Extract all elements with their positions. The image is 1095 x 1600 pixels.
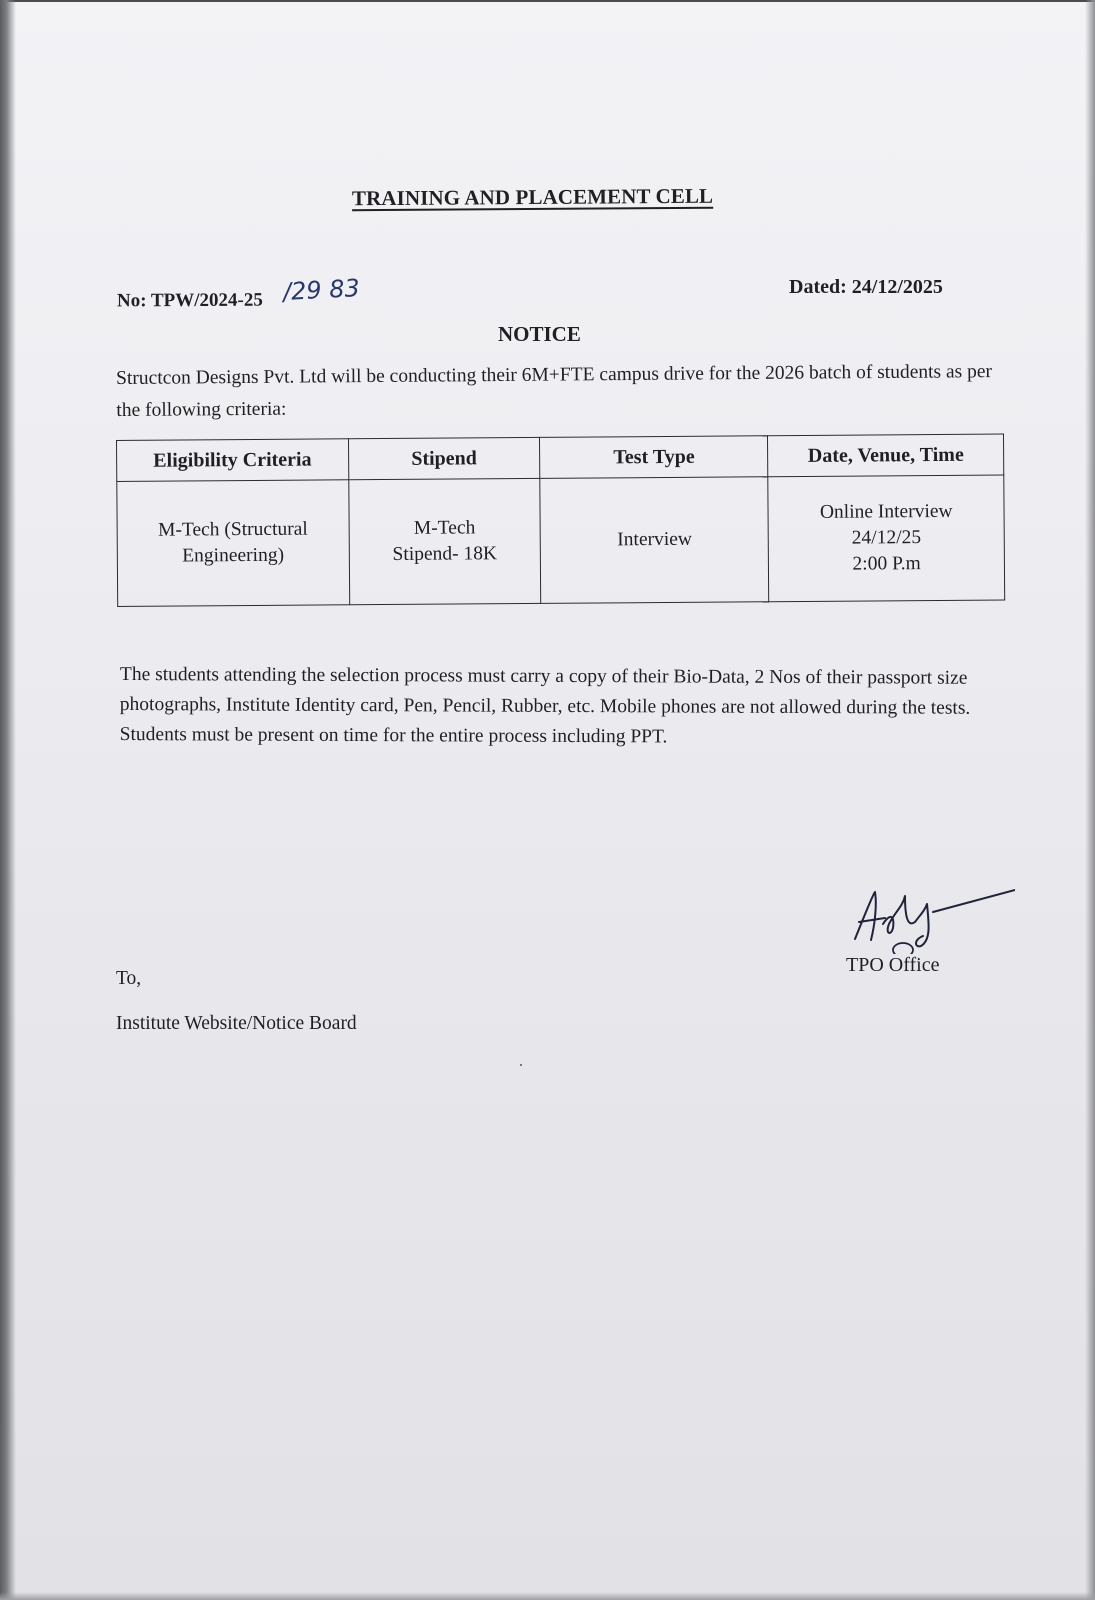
signature-image [845,884,1015,954]
header-schedule: Date, Venue, Time [768,434,1004,477]
stipend-line: M-Tech [413,517,476,539]
eligibility-line: M-Tech (Structural [157,518,308,541]
stipend-line: Stipend- 18K [392,543,498,565]
test-type-value: Interview [617,528,693,551]
reference-number: No: TPW/2024-25 [116,289,263,312]
table-row [117,475,1005,606]
header-stipend: Stipend [348,437,540,479]
cell-eligibility [117,480,349,607]
schedule-venue: Online Interview [819,500,953,523]
schedule-date: 24/12/25 [851,527,922,549]
background-edge-left [0,0,16,1600]
criteria-table [116,433,1005,607]
addressee: Institute Website/Notice Board [116,1013,357,1034]
signatory-label: TPO Office [846,954,940,976]
to-label: To, [116,968,142,989]
header-eligibility: Eligibility Criteria [117,439,349,482]
cell-test-type [540,477,769,604]
cell-schedule [768,475,1005,602]
header-test-type: Test Type [540,436,768,479]
table-header-row [117,434,1004,482]
paper-speck [520,1064,522,1066]
reference-handwritten-number: /29 83 [282,274,361,306]
cell-stipend [348,478,541,604]
notice-title: NOTICE [498,322,581,346]
page-heading: TRAINING AND PLACEMENT CELL [351,183,714,211]
background-edge-top [0,0,1095,40]
schedule-time: 2:00 P.m [852,553,921,575]
instructions-paragraph: The students attending the selection process must carry a copy of their Bio-Data, 2 Nos of their passport size photographs, Institute Identity card, Pen, Pencil, Rubber, etc. Mobile phones are not allowed during the tests. Students must be present on time for the entire process including PPT. [119,663,971,748]
eligibility-line: Engineering) [182,544,285,567]
background-edge-bottom [0,1592,1095,1600]
background-edge-right [1085,0,1095,1600]
intro-paragraph: Structcon Designs Pvt. Ltd will be conducting their 6M+FTE campus drive for the 2026 batch of students as per the following criteria: [116,361,993,421]
notice-date: Dated: 24/12/2025 [789,276,943,298]
